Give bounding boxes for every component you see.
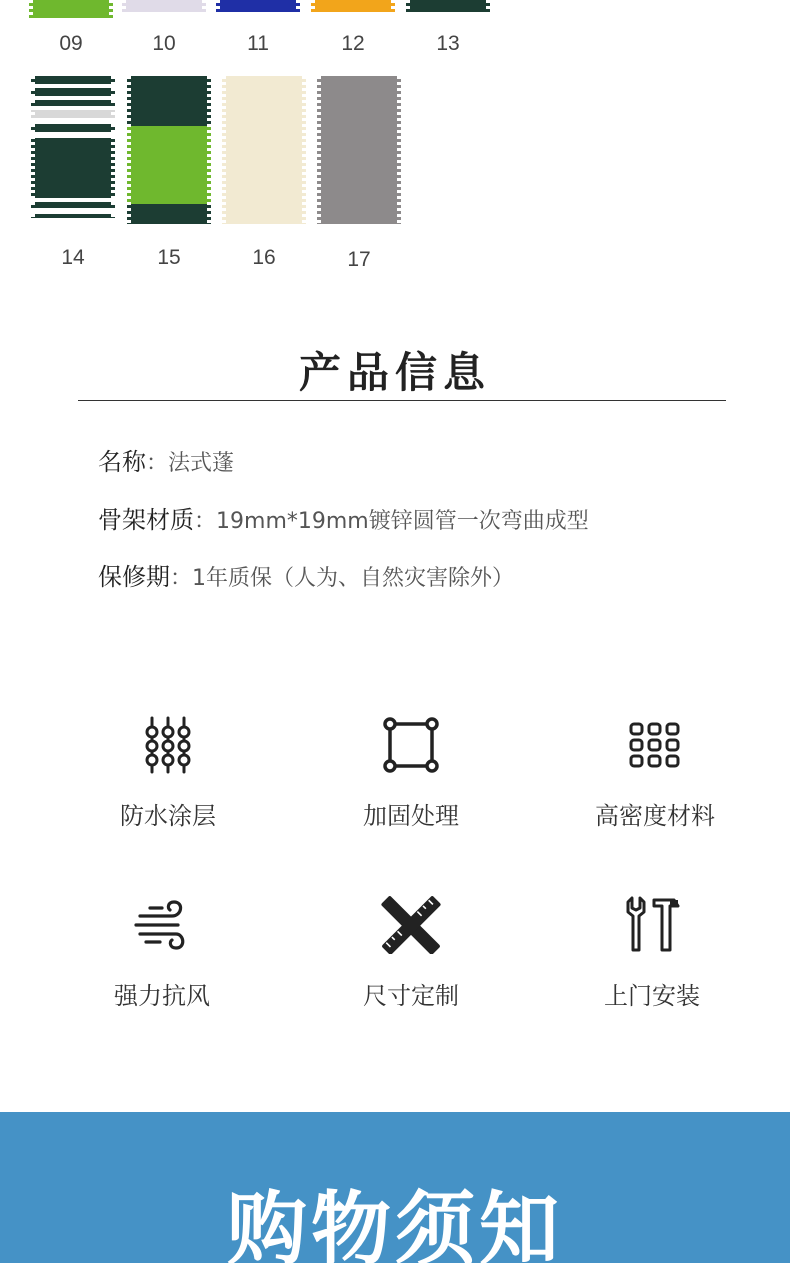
feature-density [555,716,755,831]
wind-icon [132,896,192,954]
reinforce-icon [381,716,441,774]
shopping-notice-title: 购物须知 [227,1183,563,1276]
waterproof-icon [138,716,198,774]
section-title: 产品信息 [298,348,491,397]
info-line-name [98,442,234,477]
swatch-number: 15 [157,246,181,269]
feature-label: 强力抗风 [114,982,210,1010]
title-divider [78,400,726,401]
ruler-cross-icon [381,896,441,954]
feature-custom-size [311,896,511,1011]
feature-waterproof [68,716,268,831]
info-line-frame [98,500,589,535]
feature-label: 高密度材料 [595,802,715,830]
info-sep: ： [170,566,193,591]
info-sep: ： [146,451,169,476]
swatch-number: 16 [252,246,276,269]
swatch-number: 11 [247,32,269,55]
feature-reinforce [311,716,511,831]
swatch-number: 13 [436,32,460,55]
tools-icon [622,896,682,954]
density-grid-icon [625,716,685,774]
swatch-row-2 [0,76,790,276]
info-key: 骨架材质 [98,506,194,534]
swatch-number: 17 [347,248,371,271]
swatch-number: 14 [61,246,85,269]
feature-label: 防水涂层 [120,802,216,830]
info-sep: ： [194,509,217,534]
info-key: 保修期 [98,563,170,591]
swatch-number: 09 [59,32,83,55]
info-key: 名称 [98,448,146,476]
info-value: 19mm*19mm镀锌圆管一次弯曲成型 [216,509,589,534]
feature-wind [62,896,262,1011]
info-value: 1年质保（人为、自然灾害除外） [192,566,515,591]
feature-label: 尺寸定制 [363,982,459,1010]
swatch-row-1 [0,0,790,60]
swatch-number: 12 [341,32,365,55]
feature-label: 加固处理 [363,802,459,830]
info-line-warranty [98,557,514,592]
feature-installation [552,896,752,1011]
info-value: 法式蓬 [168,451,235,476]
feature-label: 上门安装 [604,982,700,1010]
swatch-number: 10 [152,32,176,55]
